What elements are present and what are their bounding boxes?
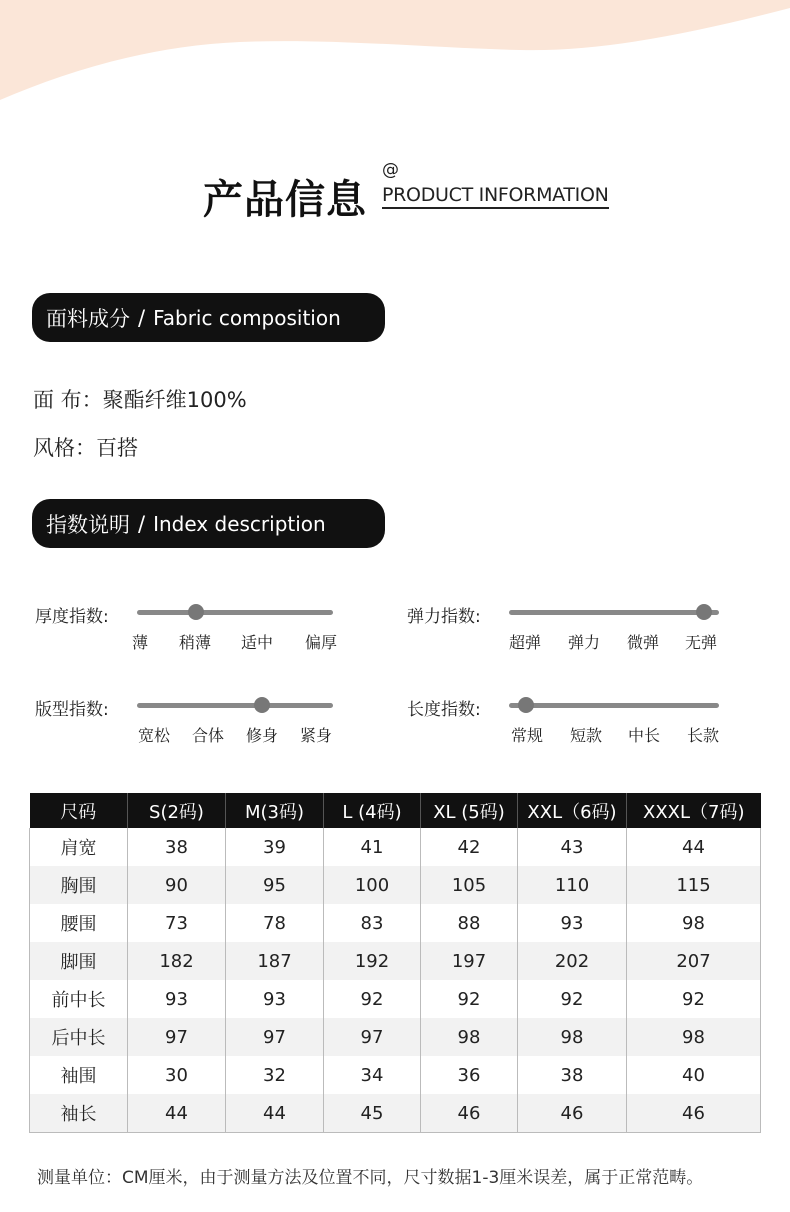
page-title: 产品信息 [203, 177, 367, 223]
table-cell: 115 [627, 866, 761, 904]
index-label: 版型指数: [35, 700, 109, 720]
index-option: 中长 [627, 726, 661, 745]
slider-track [137, 703, 333, 708]
table-cell: 98 [421, 1018, 518, 1056]
column-header: XXL（6码) [518, 793, 627, 828]
fabric-section-title-en: Fabric composition [153, 305, 341, 330]
table-cell: 78 [226, 904, 324, 942]
table-cell: 46 [518, 1094, 627, 1133]
table-row [30, 980, 761, 1018]
column-header: XXXL（7码) [627, 793, 761, 828]
table-cell: 97 [128, 1018, 226, 1056]
table-cell: 32 [226, 1056, 324, 1094]
index-option: 无弹 [684, 633, 718, 652]
table-cell: 197 [421, 942, 518, 980]
index-option: 紧身 [299, 726, 333, 745]
slider-track [137, 610, 333, 615]
page-subtitle: PRODUCT INFORMATION [382, 184, 609, 209]
fabric-section-separator: / [138, 305, 146, 330]
at-symbol: @ [382, 160, 399, 180]
row-label: 袖围 [30, 1056, 128, 1094]
slider-track [509, 610, 719, 615]
index-option: 稍薄 [178, 633, 212, 652]
slider-knob [518, 697, 534, 713]
table-row [30, 904, 761, 942]
index-option: 修身 [245, 726, 279, 745]
table-cell: 41 [324, 828, 421, 866]
table-row [30, 828, 761, 866]
table-cell: 93 [518, 904, 627, 942]
table-cell: 95 [226, 866, 324, 904]
table-cell: 44 [128, 1094, 226, 1133]
index-option: 微弹 [626, 633, 660, 652]
table-cell: 187 [226, 942, 324, 980]
size-chart-table [29, 793, 761, 1133]
table-cell: 100 [324, 866, 421, 904]
table-cell: 90 [128, 866, 226, 904]
table-row [30, 1094, 761, 1133]
index-option: 适中 [240, 633, 274, 652]
table-cell: 105 [421, 866, 518, 904]
index-option: 长款 [686, 726, 720, 745]
table-row [30, 942, 761, 980]
slider-knob [696, 604, 712, 620]
table-cell: 43 [518, 828, 627, 866]
index-section-separator: / [138, 511, 146, 536]
table-cell: 93 [128, 980, 226, 1018]
row-label: 胸围 [30, 866, 128, 904]
table-cell: 98 [518, 1018, 627, 1056]
fabric-section-header [32, 293, 385, 342]
fabric-section-title-cn: 面料成分 [46, 306, 130, 331]
table-row [30, 1056, 761, 1094]
row-label: 袖长 [30, 1094, 128, 1133]
style-line: 风格：百搭 [33, 436, 138, 460]
index-option: 弹力 [567, 633, 601, 652]
table-header-row [30, 793, 761, 828]
table-cell: 46 [421, 1094, 518, 1133]
index-option: 薄 [131, 633, 149, 652]
row-label: 前中长 [30, 980, 128, 1018]
table-cell: 38 [518, 1056, 627, 1094]
table-cell: 36 [421, 1056, 518, 1094]
table-cell: 92 [421, 980, 518, 1018]
table-cell: 182 [128, 942, 226, 980]
table-cell: 83 [324, 904, 421, 942]
row-label: 后中长 [30, 1018, 128, 1056]
index-option: 超弹 [508, 633, 542, 652]
elasticity-index [407, 602, 727, 662]
index-option: 合体 [191, 726, 225, 745]
column-header: S(2码) [128, 793, 226, 828]
slider-track [509, 703, 719, 708]
peach-wave-decoration [0, 0, 790, 110]
page-title-block [0, 160, 790, 223]
index-label: 长度指数: [407, 700, 481, 720]
index-label: 厚度指数: [35, 607, 109, 627]
table-cell: 192 [324, 942, 421, 980]
table-cell: 73 [128, 904, 226, 942]
table-cell: 42 [421, 828, 518, 866]
column-header: L (4码) [324, 793, 421, 828]
table-cell: 110 [518, 866, 627, 904]
table-cell: 92 [627, 980, 761, 1018]
table-cell: 97 [226, 1018, 324, 1056]
table-row [30, 1018, 761, 1056]
table-cell: 34 [324, 1056, 421, 1094]
table-cell: 98 [627, 904, 761, 942]
measurement-note: 测量单位：CM厘米，由于测量方法及位置不同，尺寸数据1-3厘米误差，属于正常范畴。 [37, 1168, 704, 1188]
thickness-index [35, 602, 345, 662]
length-index [407, 695, 727, 755]
row-label: 腰围 [30, 904, 128, 942]
table-cell: 98 [627, 1018, 761, 1056]
table-cell: 88 [421, 904, 518, 942]
table-row [30, 866, 761, 904]
column-header: 尺码 [30, 793, 128, 828]
table-cell: 39 [226, 828, 324, 866]
table-cell: 30 [128, 1056, 226, 1094]
table-cell: 44 [627, 828, 761, 866]
index-option: 偏厚 [304, 633, 338, 652]
slider-knob [188, 604, 204, 620]
index-label: 弹力指数: [407, 607, 481, 627]
column-header: XL (5码) [421, 793, 518, 828]
table-cell: 38 [128, 828, 226, 866]
table-cell: 207 [627, 942, 761, 980]
fit-index [35, 695, 345, 755]
table-cell: 202 [518, 942, 627, 980]
table-cell: 97 [324, 1018, 421, 1056]
table-cell: 92 [324, 980, 421, 1018]
column-header: M(3码) [226, 793, 324, 828]
index-section-title-cn: 指数说明 [46, 512, 130, 537]
row-label: 脚围 [30, 942, 128, 980]
table-cell: 40 [627, 1056, 761, 1094]
index-option: 常规 [510, 726, 544, 745]
table-cell: 44 [226, 1094, 324, 1133]
index-section-title-en: Index description [153, 511, 326, 536]
table-cell: 45 [324, 1094, 421, 1133]
table-cell: 93 [226, 980, 324, 1018]
slider-knob [254, 697, 270, 713]
table-cell: 92 [518, 980, 627, 1018]
row-label: 肩宽 [30, 828, 128, 866]
index-option: 短款 [569, 726, 603, 745]
index-section-header [32, 499, 385, 548]
index-option: 宽松 [137, 726, 171, 745]
table-cell: 46 [627, 1094, 761, 1133]
fabric-material-line: 面 布：聚酯纤维100% [33, 388, 247, 412]
